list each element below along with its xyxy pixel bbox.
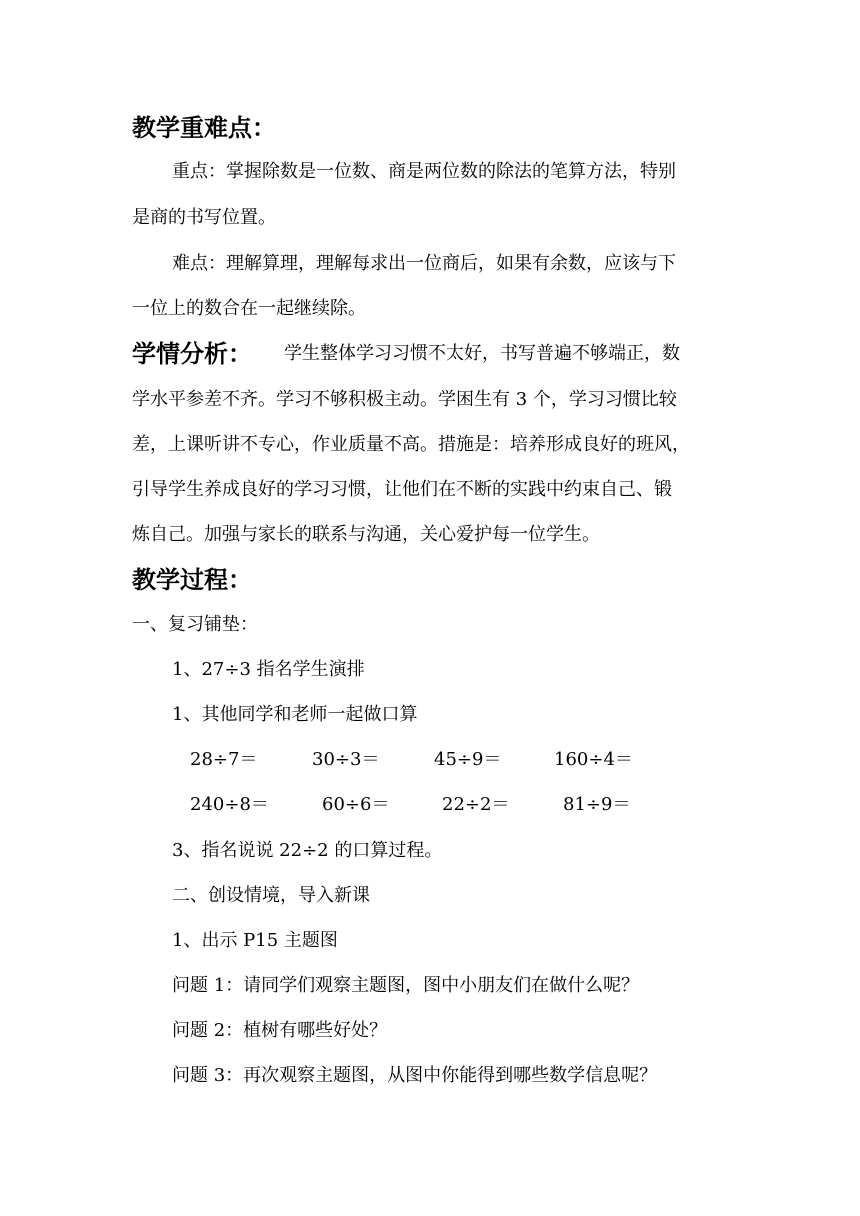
section-title: 一、复习铺垫： [132,614,258,635]
paragraph-line: 一位上的数合在一起继续除。 [132,298,366,319]
calc-item: 60÷6＝ [322,794,390,815]
calc-item: 240÷8＝ [190,794,269,815]
calc-item: 45÷9＝ [434,749,502,770]
question-item: 问题 2：植树有哪些好处？ [172,1020,388,1041]
section-title: 二、创设情境，导入新课 [172,885,370,906]
question-item: 问题 3：再次观察主题图，从图中你能得到哪些数学信息呢？ [172,1065,658,1086]
list-item: 1、27÷3 指名学生演排 [172,659,365,680]
list-item: 1、其他同学和老师一起做口算 [172,704,418,725]
paragraph-line: 是商的书写位置。 [132,207,276,228]
question-item: 问题 1：请同学们观察主题图，图中小朋友们在做什么呢？ [172,975,640,996]
paragraph-line: 学水平参差不齐。学习不够积极主动。学困生有 3 个，学习习惯比较 [132,389,677,410]
calc-item: 22÷2＝ [442,794,510,815]
paragraph-line: 差，上课听讲不专心，作业质量不高。措施是：培养形成良好的班风， [132,434,690,455]
calc-item: 28÷7＝ [190,749,258,770]
paragraph-line: 引导学生养成良好的学习习惯，让他们在不断的实践中约束自己、锻 [132,479,672,500]
list-item: 3、指名说说 22÷2 的口算过程。 [172,840,443,861]
paragraph-line: 学生整体学习习惯不太好，书写普遍不够端正，数 [284,343,680,364]
list-item: 1、出示 P15 主题图 [172,930,338,951]
calc-item: 30÷3＝ [312,749,380,770]
heading-teaching-process: 教学过程： [132,566,252,594]
paragraph-line: 炼自己。加强与家长的联系与沟通，关心爱护每一位学生。 [132,524,600,545]
heading-key-points: 教学重难点： [132,114,276,142]
calc-item: 160÷4＝ [554,749,633,770]
heading-student-analysis: 学情分析： [132,340,252,368]
paragraph-line: 难点：理解算理，理解每求出一位商后，如果有余数，应该与下 [172,253,676,274]
calc-item: 81÷9＝ [563,794,631,815]
paragraph-line: 重点：掌握除数是一位数、商是两位数的除法的笔算方法，特别 [172,161,676,182]
